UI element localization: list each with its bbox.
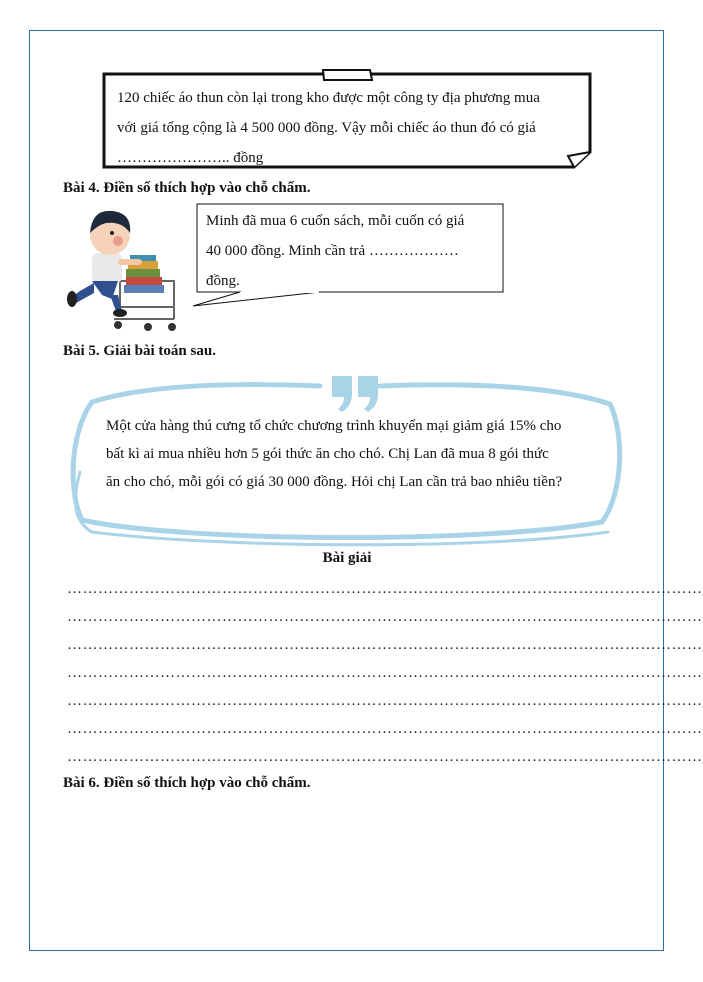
bubble-line1: Minh đã mua 6 cuốn sách, mỗi cuốn có giá	[206, 213, 465, 229]
boy-shopping-cart-illustration	[62, 203, 182, 333]
bai6-heading: Bài 6. Điền số thích hợp vào chỗ chấm.	[63, 775, 311, 791]
problem3-text	[117, 83, 587, 173]
problem3-line2: với giá tổng cộng là 4 500 000 đồng. Vậy mỗi chiếc áo thun đó có giá	[117, 120, 536, 136]
bubble-text	[206, 206, 496, 296]
answer-line[interactable]: ……………………………………………………………………………………………………………	[67, 665, 703, 681]
solution-title: Bài giải	[322, 550, 372, 566]
answer-line[interactable]: ……………………………………………………………………………………………………………	[67, 721, 703, 737]
bai5-problem	[106, 412, 606, 496]
bai5-heading: Bài 5. Giải bài toán sau.	[63, 343, 216, 359]
answer-line[interactable]: ……………………………………………………………………………………………………………	[67, 609, 703, 625]
bai4-heading: Bài 4. Điền số thích hợp vào chỗ chấm.	[63, 180, 311, 196]
answer-line[interactable]: ……………………………………………………………………………………………………………	[67, 749, 703, 765]
answer-line[interactable]: ……………………………………………………………………………………………………………	[67, 637, 703, 653]
bai5-problem-line3: ăn cho chó, mỗi gói có giá 30 000 đồng. Hỏi chị Lan cần trả bao nhiêu tiền?	[106, 474, 563, 490]
answer-line[interactable]: ……………………………………………………………………………………………………………	[67, 693, 703, 709]
bubble-line2: 40 000 đồng. Minh cần trả ………………	[206, 243, 459, 259]
problem3-line3: ………………….. đồng	[117, 150, 264, 166]
bai5-problem-line2: bất kì ai mua nhiều hơn 5 gói thức ăn cho chó. Chị Lan đã mua 8 gói thức	[106, 446, 549, 462]
quote-marks-icon	[332, 376, 378, 412]
answer-line[interactable]: ……………………………………………………………………………………………………………	[67, 581, 703, 597]
bai5-problem-line1: Một cửa hàng thú cưng tổ chức chương trình khuyến mại giảm giá 15% cho	[106, 418, 562, 434]
problem3-line1: 120 chiếc áo thun còn lại trong kho được một công ty địa phương mua	[117, 90, 540, 106]
bubble-line3: đồng.	[206, 273, 240, 289]
